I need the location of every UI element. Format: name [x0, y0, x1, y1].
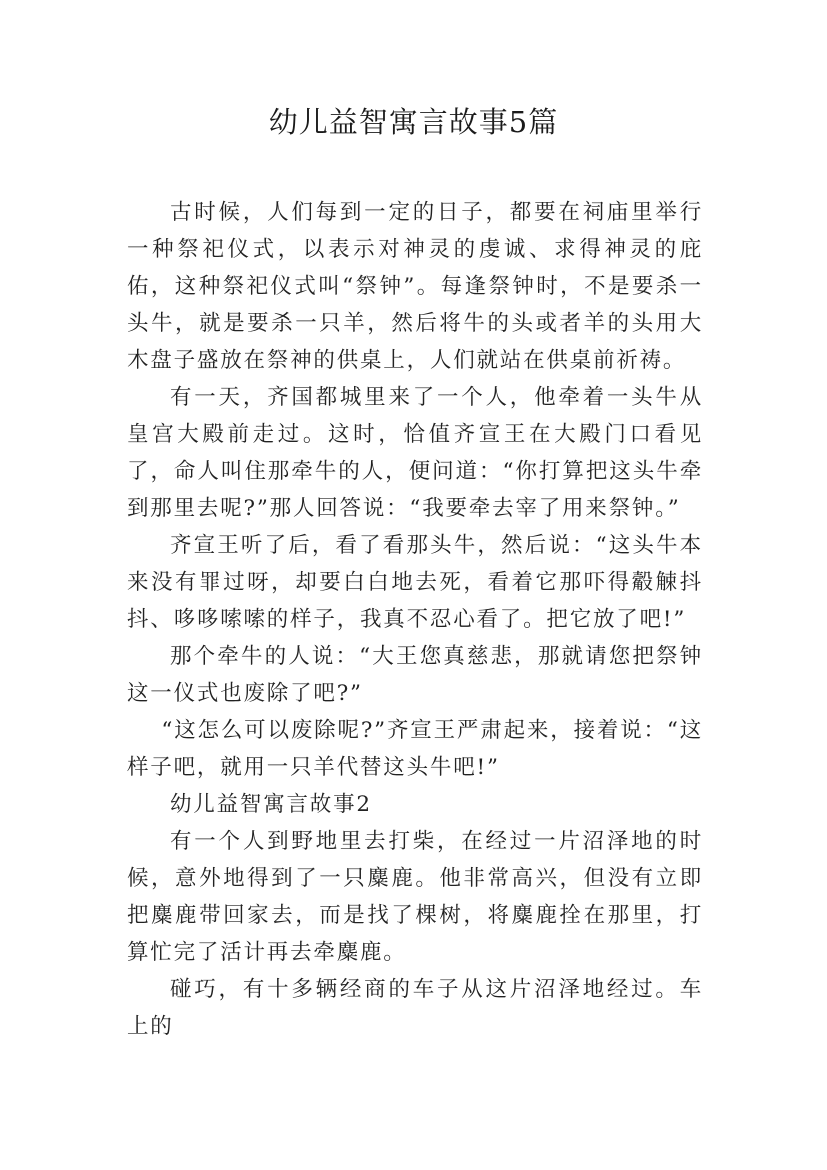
paragraph: 碰巧，有十多辆经商的车子从这片沼泽地经过。车上的 — [127, 977, 703, 1039]
paragraph: 古时候，人们每到一定的日子，都要在祠庙里举行一种祭祀仪式，以表示对神灵的虔诚、求得神灵的庇佑，这种祭祀仪式叫“祭钟”。每逢祭钟时，不是要杀一头牛，就是要杀一只羊，然后将牛的头或者羊的头用大木盘子盛放在祭神的供桌上，人们就站在供桌前祈祷。 — [127, 200, 703, 373]
paragraph: 有一个人到野地里去打柴，在经过一片沼泽地的时候，意外地得到了一只麋鹿。他非常高兴，但没有立即把麋鹿带回家去，而是找了棵树，将麋鹿拴在那里，打算忙完了活计再去牵麋鹿。 — [127, 829, 703, 965]
paragraph: “这怎么可以废除呢?”齐宣王严肃起来，接着说：“这样子吧，就用一只羊代替这头牛吧!” — [127, 718, 703, 780]
paragraph: 有一天，齐国都城里来了一个人，他牵着一头牛从皇宫大殿前走过。这时，恰值齐宣王在大殿门口看见了，命人叫住那牵牛的人，便问道：“你打算把这头牛牵到那里去呢?”那人回答说：“我要牵去宰了用来祭钟。” — [127, 385, 703, 521]
paragraph: 那个牵牛的人说：“大王您真慈悲，那就请您把祭钟这一仪式也废除了吧?” — [127, 644, 703, 706]
paragraph: 齐宣王听了后，看了看那头牛，然后说：“这头牛本来没有罪过呀，却要白白地去死，看着它那吓得觳觫抖抖、哆哆嗦嗦的样子，我真不忍心看了。把它放了吧!” — [127, 533, 703, 632]
document-title: 幼儿益智寓言故事5篇 — [268, 105, 559, 139]
document-body — [127, 194, 703, 1045]
section-heading: 幼儿益智寓言故事2 — [170, 792, 372, 817]
